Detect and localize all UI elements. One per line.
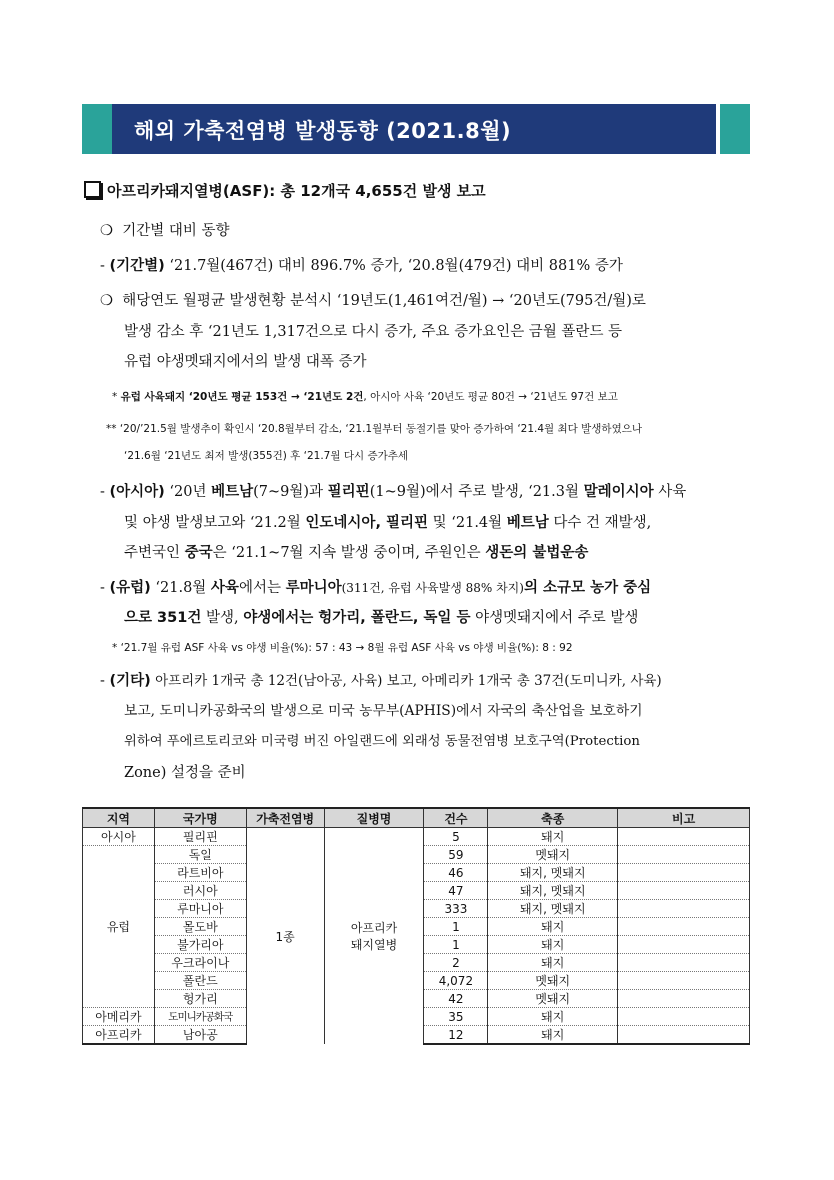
dash-icon: - — [100, 673, 105, 689]
asia-line-3 — [124, 541, 588, 562]
count-cell: 4,072 — [424, 972, 488, 990]
count-cell: 1 — [424, 936, 488, 954]
main-cause: 생돈의 불법운송 — [485, 545, 589, 561]
paragraph-line: 유럽 야생멧돼지에서의 발생 대폭 증가 — [124, 354, 367, 370]
text: 다수 건 재발생, — [548, 515, 652, 531]
bullet-period-comparison — [100, 219, 230, 240]
text: 에서는 — [238, 580, 286, 596]
country-china: 중국 — [184, 545, 213, 561]
remarks-cell — [618, 972, 750, 990]
country-cell: 필리핀 — [154, 828, 246, 846]
count-cell: 42 — [424, 990, 488, 1008]
text: (7~9월)과 — [253, 484, 328, 500]
country-vietnam: 베트남 — [506, 515, 549, 531]
country-cell: 라트비아 — [154, 864, 246, 882]
header-species: 축종 — [488, 808, 618, 828]
header-country: 국가명 — [154, 808, 246, 828]
dash-item-asia — [100, 480, 686, 501]
dash-icon: - — [100, 484, 105, 500]
country-cell: 몰도바 — [154, 918, 246, 936]
asterisk-icon: * — [112, 391, 118, 403]
text: ‘21.8월 — [150, 580, 211, 596]
species-cell: 돼지, 멧돼지 — [488, 900, 618, 918]
text: 아프리카 1개국 총 12건(남아공, 사육) 보고, 아메리카 1개국 총 37건(도미니카, 사육) — [150, 673, 662, 689]
species-cell: 돼지, 멧돼지 — [488, 864, 618, 882]
header-region: 지역 — [83, 808, 155, 828]
country-cell: 폴란드 — [154, 972, 246, 990]
count-cell: 59 — [424, 846, 488, 864]
dash-item-period — [100, 254, 623, 275]
region-cell: 아메리카 — [83, 1008, 155, 1026]
region-cell: 유럽 — [83, 846, 155, 1008]
country-cell: 헝가리 — [154, 990, 246, 1008]
footnote-1 — [112, 389, 618, 404]
country-philippines: 필리핀 — [327, 484, 370, 500]
banner-left-accent — [82, 104, 112, 154]
text-bold: 으로 351건 — [124, 610, 202, 626]
country-cell: 불가리아 — [154, 936, 246, 954]
country-cell: 독일 — [154, 846, 246, 864]
paragraph-line: Zone) 설정을 준비 — [124, 765, 246, 781]
species-cell: 돼지 — [488, 954, 618, 972]
label-period: (기간별) — [109, 258, 165, 274]
asterisk-icon: * — [112, 642, 118, 654]
country-cell: 러시아 — [154, 882, 246, 900]
dash-item-other — [100, 669, 662, 690]
species-cell: 멧돼지 — [488, 990, 618, 1008]
remarks-cell — [618, 864, 750, 882]
bullet-text: 기간별 대비 동향 — [122, 223, 230, 239]
remarks-cell — [618, 882, 750, 900]
species-cell: 멧돼지 — [488, 846, 618, 864]
label-other: (기타) — [109, 673, 151, 689]
circle-bullet-icon: ❍ — [100, 293, 113, 309]
country-cell: 남아공 — [154, 1026, 246, 1045]
asterisk-icon: ** — [106, 423, 117, 435]
count-cell: 46 — [424, 864, 488, 882]
species-cell: 돼지 — [488, 1008, 618, 1026]
country-cell: 우크라이나 — [154, 954, 246, 972]
table-row — [83, 828, 750, 846]
footnote-3 — [112, 640, 573, 655]
species-cell: 돼지 — [488, 936, 618, 954]
header-disease-name: 질병명 — [324, 808, 424, 828]
footnote-text: ‘21.7월 유럽 ASF 사육 vs 야생 비율(%): 57 : 43 → 8월 유럽 ASF 사육 vs 야생 비율(%): 8 : 92 — [120, 642, 573, 654]
page-title: 해외 가축전염병 발생동향 (2021.8월) — [134, 119, 512, 143]
footnote-2-cont: ‘21.6월 ‘21년도 최저 발생(355건) 후 ‘21.7월 다시 증가추세 — [124, 450, 409, 462]
country-malaysia: 말레이시아 — [583, 484, 654, 500]
footnote-2 — [106, 421, 642, 436]
country-cell: 도미니카공화국 — [154, 1008, 246, 1026]
text: 은 ‘21.1~7월 지속 발생 중이며, 주원인은 — [212, 545, 486, 561]
disease-class-cell: 1종 — [246, 828, 324, 1045]
footnote-text: ‘20/’21.5월 발생추이 확인시 ‘20.8월부터 감소, ‘21.1월부터 동절기를 맞아 증가하여 ‘21.4월 최다 발생하였으나 — [119, 423, 643, 435]
count-cell: 2 — [424, 954, 488, 972]
text: ‘20년 — [164, 484, 212, 500]
region-cell: 아시아 — [83, 828, 155, 846]
species-cell: 돼지 — [488, 1026, 618, 1045]
country-cell: 루마니아 — [154, 900, 246, 918]
title-banner — [82, 104, 750, 154]
remarks-cell — [618, 1026, 750, 1045]
text: 발생, — [201, 610, 244, 626]
text: 주변국인 — [124, 545, 185, 561]
text: 야생멧돼지에서 주로 발생 — [470, 610, 639, 626]
label-asia: (아시아) — [109, 484, 165, 500]
species-cell: 멧돼지 — [488, 972, 618, 990]
dash-icon: - — [100, 580, 105, 596]
count-cell: 333 — [424, 900, 488, 918]
text: 사육 — [653, 484, 687, 500]
bullet-monthly-average — [100, 289, 646, 310]
header-remarks: 비고 — [618, 808, 750, 828]
species-cell: 돼지 — [488, 828, 618, 846]
remarks-cell — [618, 900, 750, 918]
paragraph-line: 위하여 푸에르토리코와 미국령 버진 아일랜드에 외래성 동물전염병 보호구역(Protection — [124, 734, 640, 749]
disease-name-line: 돼지열병 — [350, 938, 398, 952]
circle-bullet-icon: ❍ — [100, 223, 113, 239]
remarks-cell — [618, 1008, 750, 1026]
paragraph-line: 발생 감소 후 ‘21년도 1,317건으로 다시 증가, 주요 증가요인은 금월 폴란드 등 — [124, 324, 623, 340]
disease-name-line: 아프리카 — [350, 921, 398, 935]
remarks-cell — [618, 936, 750, 954]
dash-item-europe — [100, 576, 651, 597]
footnote-text: , 아시아 사육 ‘20년도 평균 80건 → ‘21년도 97건 보고 — [363, 391, 618, 403]
country-vietnam: 베트남 — [211, 484, 254, 500]
text: (1~9월)에서 주로 발생, ‘21.3월 — [369, 484, 584, 500]
footnote-bold: 유럽 사육돼지 ‘20년도 평균 153건 → ‘21년도 2건 — [120, 391, 364, 403]
europe-line-2 — [124, 606, 638, 627]
region-cell: 아프리카 — [83, 1026, 155, 1045]
remarks-cell — [618, 846, 750, 864]
text: 및 ‘21.4월 — [428, 515, 507, 531]
dash-icon: - — [100, 258, 105, 274]
section-heading — [84, 180, 486, 201]
paragraph-line: 해당연도 월평균 발생현황 분석시 ‘19년도(1,461여건/월) → ‘20년도(795건/월)로 — [122, 293, 646, 309]
count-cell: 1 — [424, 918, 488, 936]
asia-line-2 — [124, 511, 651, 532]
species-cell: 돼지 — [488, 918, 618, 936]
text: 및 야생 발생보고와 ‘21.2월 — [124, 515, 306, 531]
period-text: ‘21.7월(467건) 대비 896.7% 증가, ‘20.8월(479건) 대비 881% 증가 — [164, 258, 623, 274]
label-europe: (유럽) — [109, 580, 151, 596]
remarks-cell — [618, 828, 750, 846]
text-bold: 의 소규모 농가 중심 — [523, 580, 652, 596]
remarks-cell — [618, 954, 750, 972]
country-romania: 루마니아 — [285, 580, 342, 596]
asf-outbreak-table — [82, 807, 750, 1045]
count-cell: 47 — [424, 882, 488, 900]
count-cell: 35 — [424, 1008, 488, 1026]
table-header-row — [83, 808, 750, 828]
paragraph-line: 보고, 도미니카공화국의 발생으로 미국 농무부(APHIS)에서 자국의 축산업을 보호하기 — [124, 703, 643, 719]
remarks-cell — [618, 918, 750, 936]
heading-text: 아프리카돼지열병(ASF): 총 12개국 4,655건 발생 보고 — [107, 182, 486, 200]
count-cell: 12 — [424, 1026, 488, 1045]
text-small: (311건, 유럽 사육발생 88% 차지) — [341, 581, 524, 595]
remarks-cell — [618, 990, 750, 1008]
header-count: 건수 — [424, 808, 488, 828]
banner-right-accent — [720, 104, 750, 154]
count-cell: 5 — [424, 828, 488, 846]
checkbox-square-icon — [84, 181, 101, 198]
countries-bold: 인도네시아, 필리핀 — [305, 515, 429, 531]
disease-name-cell — [324, 828, 424, 1045]
header-disease-class: 가축전염병 — [246, 808, 324, 828]
text-bold: 야생에서는 헝가리, 폴란드, 독일 등 — [243, 610, 471, 626]
text-bold: 사육 — [210, 580, 239, 596]
species-cell: 돼지, 멧돼지 — [488, 882, 618, 900]
